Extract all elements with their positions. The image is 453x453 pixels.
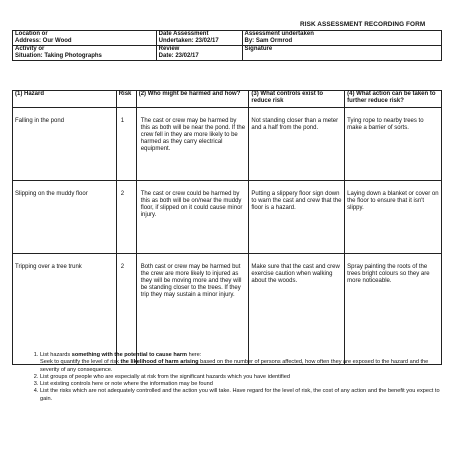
note-1-sub-bold: the likelihood of harm arising (120, 359, 199, 366)
note-1-pre: List hazards (40, 352, 72, 358)
note-item: 4. List the risks which are not adequately controlled and the action you will take. Have regard for the level of risk, the cost of any action and the benefit you expect to gain. (40, 388, 440, 403)
undertaken-label: Undertaken: 23/02/17 (158, 38, 219, 44)
note-item: 3. List existing controls here or note where the information may be found (40, 381, 440, 388)
table-row (13, 108, 442, 181)
table-row (13, 254, 442, 365)
hazard-cell: Tripping over a tree trunk (13, 254, 117, 365)
action-cell: Spray painting the roots of the trees bright colours so they are more noticeable. (345, 254, 442, 365)
situation-label: Situation: Taking Photographs (15, 53, 102, 59)
header-table (12, 30, 442, 61)
signature-cell (242, 46, 442, 61)
col-hazard-header: (1) Hazard (13, 91, 117, 108)
controls-cell: Make sure that the cast and crew exercise caution when walking about the woods. (249, 254, 345, 365)
risk-table (12, 90, 442, 365)
col-risk-header: Risk (116, 91, 136, 108)
risk-cell: 2 (116, 254, 136, 365)
assessment-undertaken-label: Assessment undertaken (244, 31, 314, 37)
form-title: RISK ASSESSMENT RECORDING FORM (300, 21, 426, 28)
assessment-undertaken-cell (242, 31, 442, 46)
note-1-sub (40, 359, 440, 374)
by-label: By: Sam Ormrod (244, 38, 293, 44)
note-1-sub-pre: Seek to quantify the level of risk (40, 359, 121, 366)
note-item (40, 352, 440, 374)
activity-label: Activity or (15, 46, 45, 52)
column-header-row (13, 91, 442, 108)
location-cell (13, 31, 157, 46)
date-assessment-label: Date Assessment (158, 31, 209, 37)
note-1-bold: something with the potential to cause harm (71, 352, 188, 358)
note-1-sub-post: based on the number of persons affected, how often they are exposed to the hazard and the severity of any consequence. (40, 359, 429, 373)
activity-cell (13, 46, 157, 61)
note-item: 2. List groups of people who are especially at risk from the significant hazards which you have identified (40, 374, 440, 381)
harmed-cell: Both cast or crew may be harmed but the crew are more likely to injured as they will be moving more and they will be standing closer to the trees. If they trip they may sustain a minor injury. (136, 254, 249, 365)
hazard-cell: Falling in the pond (13, 108, 117, 181)
action-cell: Laying down a blanket or cover on the floor to ensure that it isn't slippy. (345, 181, 442, 254)
controls-cell: Putting a slippery floor sign down to warn the cast and crew that the floor is a hazard. (249, 181, 345, 254)
harmed-cell: The cast or crew may be harmed by this as both will be near the pond. If the crew fell in they are more likely to be harmed as they carry electrical equipment. (136, 108, 249, 181)
harmed-cell: The cast or crew could be harmed by this as both will be on/near the muddy floor, if slipped on it could cause minor injury. (136, 181, 249, 254)
signature-label: Signature (244, 46, 273, 52)
risk-cell: 1 (116, 108, 136, 181)
table-row (13, 181, 442, 254)
location-label: Location or (15, 31, 48, 37)
notes-list (28, 352, 440, 403)
controls-cell: Not standing closer than a meter and a half from the pond. (249, 108, 345, 181)
risk-cell: 2 (116, 181, 136, 254)
review-date-label: Date: 23/02/17 (158, 53, 199, 59)
col-controls-header: (3) What controls exist to reduce risk (249, 91, 345, 108)
review-label: Review (158, 46, 180, 52)
review-cell (156, 46, 242, 61)
hazard-cell: Slipping on the muddy floor (13, 181, 117, 254)
action-cell: Tying rope to nearby trees to make a barrier of sorts. (345, 108, 442, 181)
col-action-header: (4) What action can be taken to further reduce risk? (345, 91, 442, 108)
date-assessment-cell (156, 31, 242, 46)
notes-section (28, 352, 440, 403)
col-harmed-header: (2) Who might be harmed and how? (136, 91, 249, 108)
address-label: Address: Our Wood (15, 38, 72, 44)
note-1-post: here: (187, 352, 202, 358)
